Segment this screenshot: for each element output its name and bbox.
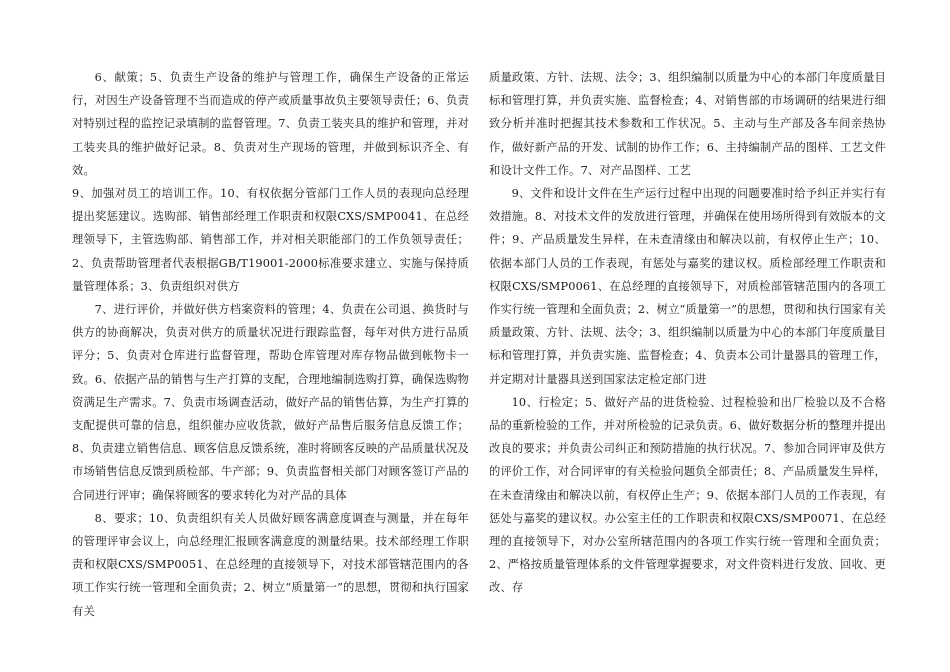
paragraph: 8、要求；10、负责组织有关人员做好顾客满意度调查与测量，并在每年的管理评审会议上，向总经理汇报顾客满意度的测量结果。技术部经理工作职责和权限CXS/SMP0051、在总经理的直接领导下，对技术部管辖范围内的各项工作实行统一管理和全面负责；2、树立“质量第一”的思想，贯彻和执行国家有关 <box>72 511 469 618</box>
paragraph: 9、文件和设计文件在生产运行过程中出现的问题要准时给予纠正并实行有效措施。8、对技术文件的发放进行管理，并确保在使用场所得到有效版本的文件；9、产品质量发生异样，在未查清缘由和解决以前，有权停止生产；10、依据本部门人员的工作表现，有惩处与嘉奖的建议权。质检部经理工作职责和权限CXS/SMP0061、在总经理的直接领导下，对质检部管辖范围内的各项工作实行统一管理和全面负责；2、树立“质量第一”的思想，贯彻和执行国家有关质量政策、方针、法规、法令；3、组织编制以质量为中心的本部门年度质量目标和管理打算，并负责实施、监督检查；4、负责本公司计量器具的管理工作，并定期对计量器具送到国家法定检定部门进 <box>489 187 886 386</box>
right-column <box>489 66 886 600</box>
left-column <box>72 66 469 623</box>
paragraph: 7、进行评价，并做好供方档案资料的管理；4、负责在公司退、换货时与供方的协商解决，负责对供方的质量状况进行跟踪监督，每年对供方进行品质评分；5、负责对仓库进行监督管理，帮助仓库管理对库存物品做到帐物卡一致。6、依据产品的销售与生产打算的支配，合理地编制选购打算，确保选购物资满足生产需求。7、负责市场调查活动，做好产品的销售估算，为生产打算的支配提供可靠的信息，组织催办应收货款，做好产品售后服务信息反馈工作；8、负责建立销售信息、顾客信息反馈系统，准时将顾客反映的产品质量状况及市场销售信息反馈到质检部、牛产部；9、负责监督相关部门对顾客签订产品的合同进行评审；确保将顾客的要求转化为对产品的具体 <box>72 303 469 502</box>
paragraph: 质量政策、方针、法规、法令；3、组织编制以质量为中心的本部门年度质量目标和管理打算，并负责实施、监督检查；4、对销售部的市场调研的结果进行细致分析并准时把握其技术参数和工作状况。5、主动与生产部及各车间亲热协作，做好新产品的开发、试制的协作工作；6、主持编制产品的图样、工艺文件和设计文件工作。7、对产品图样、工艺 <box>489 71 886 177</box>
paragraph: 9、加强对员工的培训工作。10、有权依据分管部门工作人员的表现向总经理提出奖惩建议。选购部、销售部经理工作职责和权限CXS/SMP0041、在总经理领导下，主管选购部、销售部工作，并对相关职能部门的工作负领导责任；2、负责帮助管理者代表根据GB/T19001-2000标准要求建立、实施与保持质量管理体系；3、负责组织对供方 <box>72 187 469 293</box>
paragraph: 10、行检定；5、做好产品的进货检验、过程检验和出厂检验以及不合格品的重新检验的工作，并对所检验的记录负责。6、做好数据分析的整理并提出改良的要求；并负责公司纠正和预防措施的执行状况。7、参加合同评审及供方的评价工作，对合同评审的有关检验问题负全部责任；8、产品质量发生异样，在未查清缘由和解决以前，有权停止生产；9、依据本部门人员的工作表现，有惩处与嘉奖的建议权。办公室主任的工作职责和权限CXS/SMP0071、在总经理的直接领导下，对办公室所辖范围内的各项工作实行统一管理和全面负责；2、严格按质量管理体系的文件管理掌握要求，对文件资料进行发放、回收、更改、存 <box>489 395 886 595</box>
paragraph: 6、献策；5、负责生产设备的维护与管理工作，确保生产设备的正常运行，对因生产设备管理不当而造成的停产或质量事故负主要领导责任；6、负责对特别过程的监控记录填制的监督管理。7、负责工装夹具的维护和管理，并对工装夹具的维护做好记录。8、负责对生产现场的管理，并做到标识齐全、有效。 <box>72 71 469 177</box>
